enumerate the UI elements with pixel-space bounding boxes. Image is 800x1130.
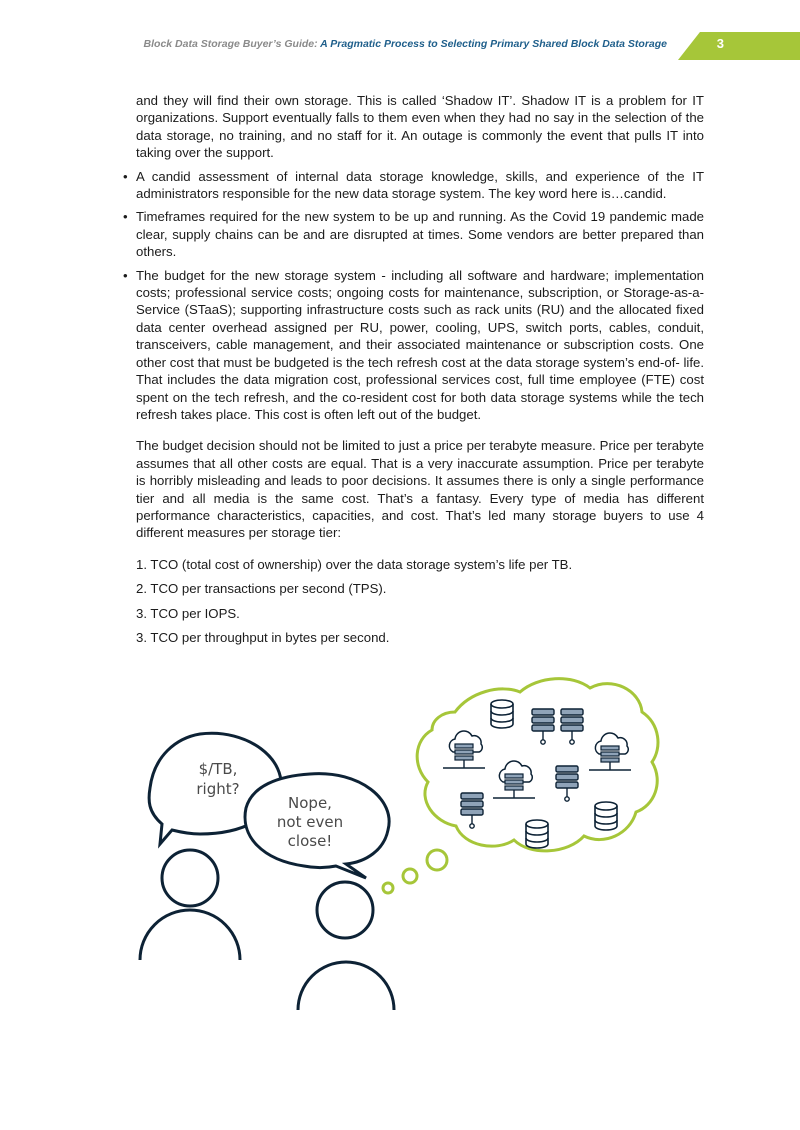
thought-bubbles: [383, 850, 447, 893]
bullet-item: • The budget for the new storage system - including all software and hardware; implementation costs; professional service costs; ongoing costs for maintenance, subscription, or Storage-as-a-Service (STaaS); supporting infrastructure costs such as rack units (RU) and the allocated fixed data center overhead assigned per RU, power, cooling, UPS, switch ports, cables, conduit, transceivers, cable management, and their associated maintenance or subscription costs. One other cost that must be budgeted is the tech refresh cost at the data storage system’s end-of- life. That includes the data migration cost, professional services cost, full time employee (FTE) cost spent on the tech refresh, and the co-resident cost for both data storage systems while the tech refresh takes place. This cost is often left out of the budget.: [136, 267, 704, 424]
list-item: 3. TCO per throughput in bytes per second.: [136, 629, 390, 645]
bubble-left-line1: $/TB,: [198, 760, 238, 778]
bubble-right-line2: not even: [276, 813, 344, 831]
header-title: Block Data Storage Buyer’s Guide: A Pragmatic Process to Selecting Primary Shared Block Data Storage: [143, 38, 667, 50]
person-right-icon: [298, 882, 394, 1010]
page-number: 3: [716, 36, 724, 51]
budget-paragraph: The budget decision should not be limited to just a price per terabyte measure. Price per terabyte assumes that all other costs are equal. That is a very inaccurate assumption. Price per terabyte is horribly misleading and leads to poor decisions. It assumes there is only a single performance tier and all media is the same cost. That’s a fantasy. Every type of media has different performance characteristics, capacities, and cost. That’s led many storage buyers to use 4 different measures per storage tier:: [136, 438, 704, 541]
bullet-item: • A candid assessment of internal data storage knowledge, skills, and experience of the IT administrators responsible for the new data storage system. The key word here is…candid.: [136, 168, 704, 203]
bubble-right-line3: close!: [287, 832, 333, 850]
person-left-icon: [140, 850, 240, 960]
intro-paragraph: and they will find their own storage. This is called ‘Shadow IT’. Shadow IT is a problem for IT organizations. Support eventually falls to them even when they had no say in the selection of the data storage, no training, and no staff for it. An outage is commonly the event that pulls IT into taking over the support.: [136, 93, 704, 161]
storage-cloud: [417, 679, 658, 851]
list-item: 2. TCO per transactions per second (TPS).: [136, 581, 387, 597]
list-item: 1. TCO (total cost of ownership) over the data storage system’s life per TB.: [136, 556, 573, 572]
bubble-left-line2: right?: [196, 780, 240, 798]
list-item: 3. TCO per IOPS.: [136, 605, 240, 621]
bullet-item: • Timeframes required for the new system to be up and running. As the Covid 19 pandemic made clear, supply chains can be and are disrupted at times. Some vendors are better prepared than others.: [136, 208, 704, 260]
speech-bubble-right: [245, 774, 389, 878]
bubble-right-line1: Nope,: [288, 794, 332, 812]
